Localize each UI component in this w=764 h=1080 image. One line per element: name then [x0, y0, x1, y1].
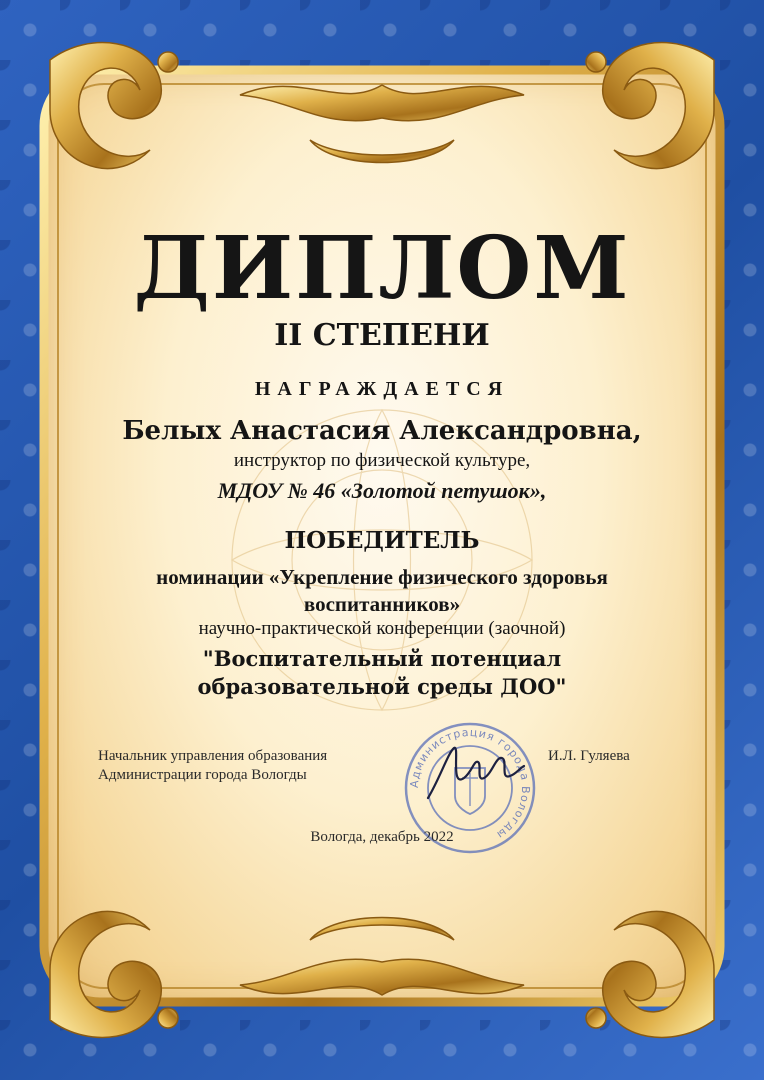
conference-line: научно-практической конференции (заочной) [198, 618, 566, 639]
corner-ornament-bottom-right [586, 911, 714, 1037]
conference-theme-line-2: образовательной среды ДОО" [197, 674, 567, 699]
place-and-date: Вологда, декабрь 2022 [310, 829, 454, 845]
recipient-name: Белых Анастасия Александровна, [122, 416, 642, 446]
awarded-label: НАГРАЖДАЕТСЯ [254, 378, 510, 400]
diploma-title: ДИПЛОМ [133, 218, 631, 319]
recipient-organization: МДОУ № 46 «Золотой петушок», [217, 478, 547, 503]
bottom-center-ornament [240, 918, 524, 996]
conference-theme-line-1: "Воспитательный потенциал [202, 646, 562, 671]
signatory-name: И.Л. Гуляева [548, 748, 630, 764]
top-center-ornament [240, 85, 524, 163]
nomination-line-2: воспитанников» [303, 592, 461, 616]
corner-ornament-top-left [50, 43, 178, 169]
recipient-position: инструктор по физической культуре, [233, 450, 531, 471]
diploma-degree: II СТЕПЕНИ [274, 318, 490, 353]
stamp-ring-text: Администрация города Вологды [407, 725, 533, 842]
signatory-title-line-2: Администрации города Вологды [98, 767, 307, 783]
signatory-title-line-1: Начальник управления образования [98, 748, 328, 764]
handwritten-signature [420, 738, 530, 808]
corner-ornament-top-right [586, 43, 714, 169]
corner-ornament-bottom-left [50, 911, 178, 1037]
award-title: ПОБЕДИТЕЛЬ [284, 527, 480, 554]
nomination-line-1: номинации «Укрепление физического здоровья [156, 565, 608, 589]
